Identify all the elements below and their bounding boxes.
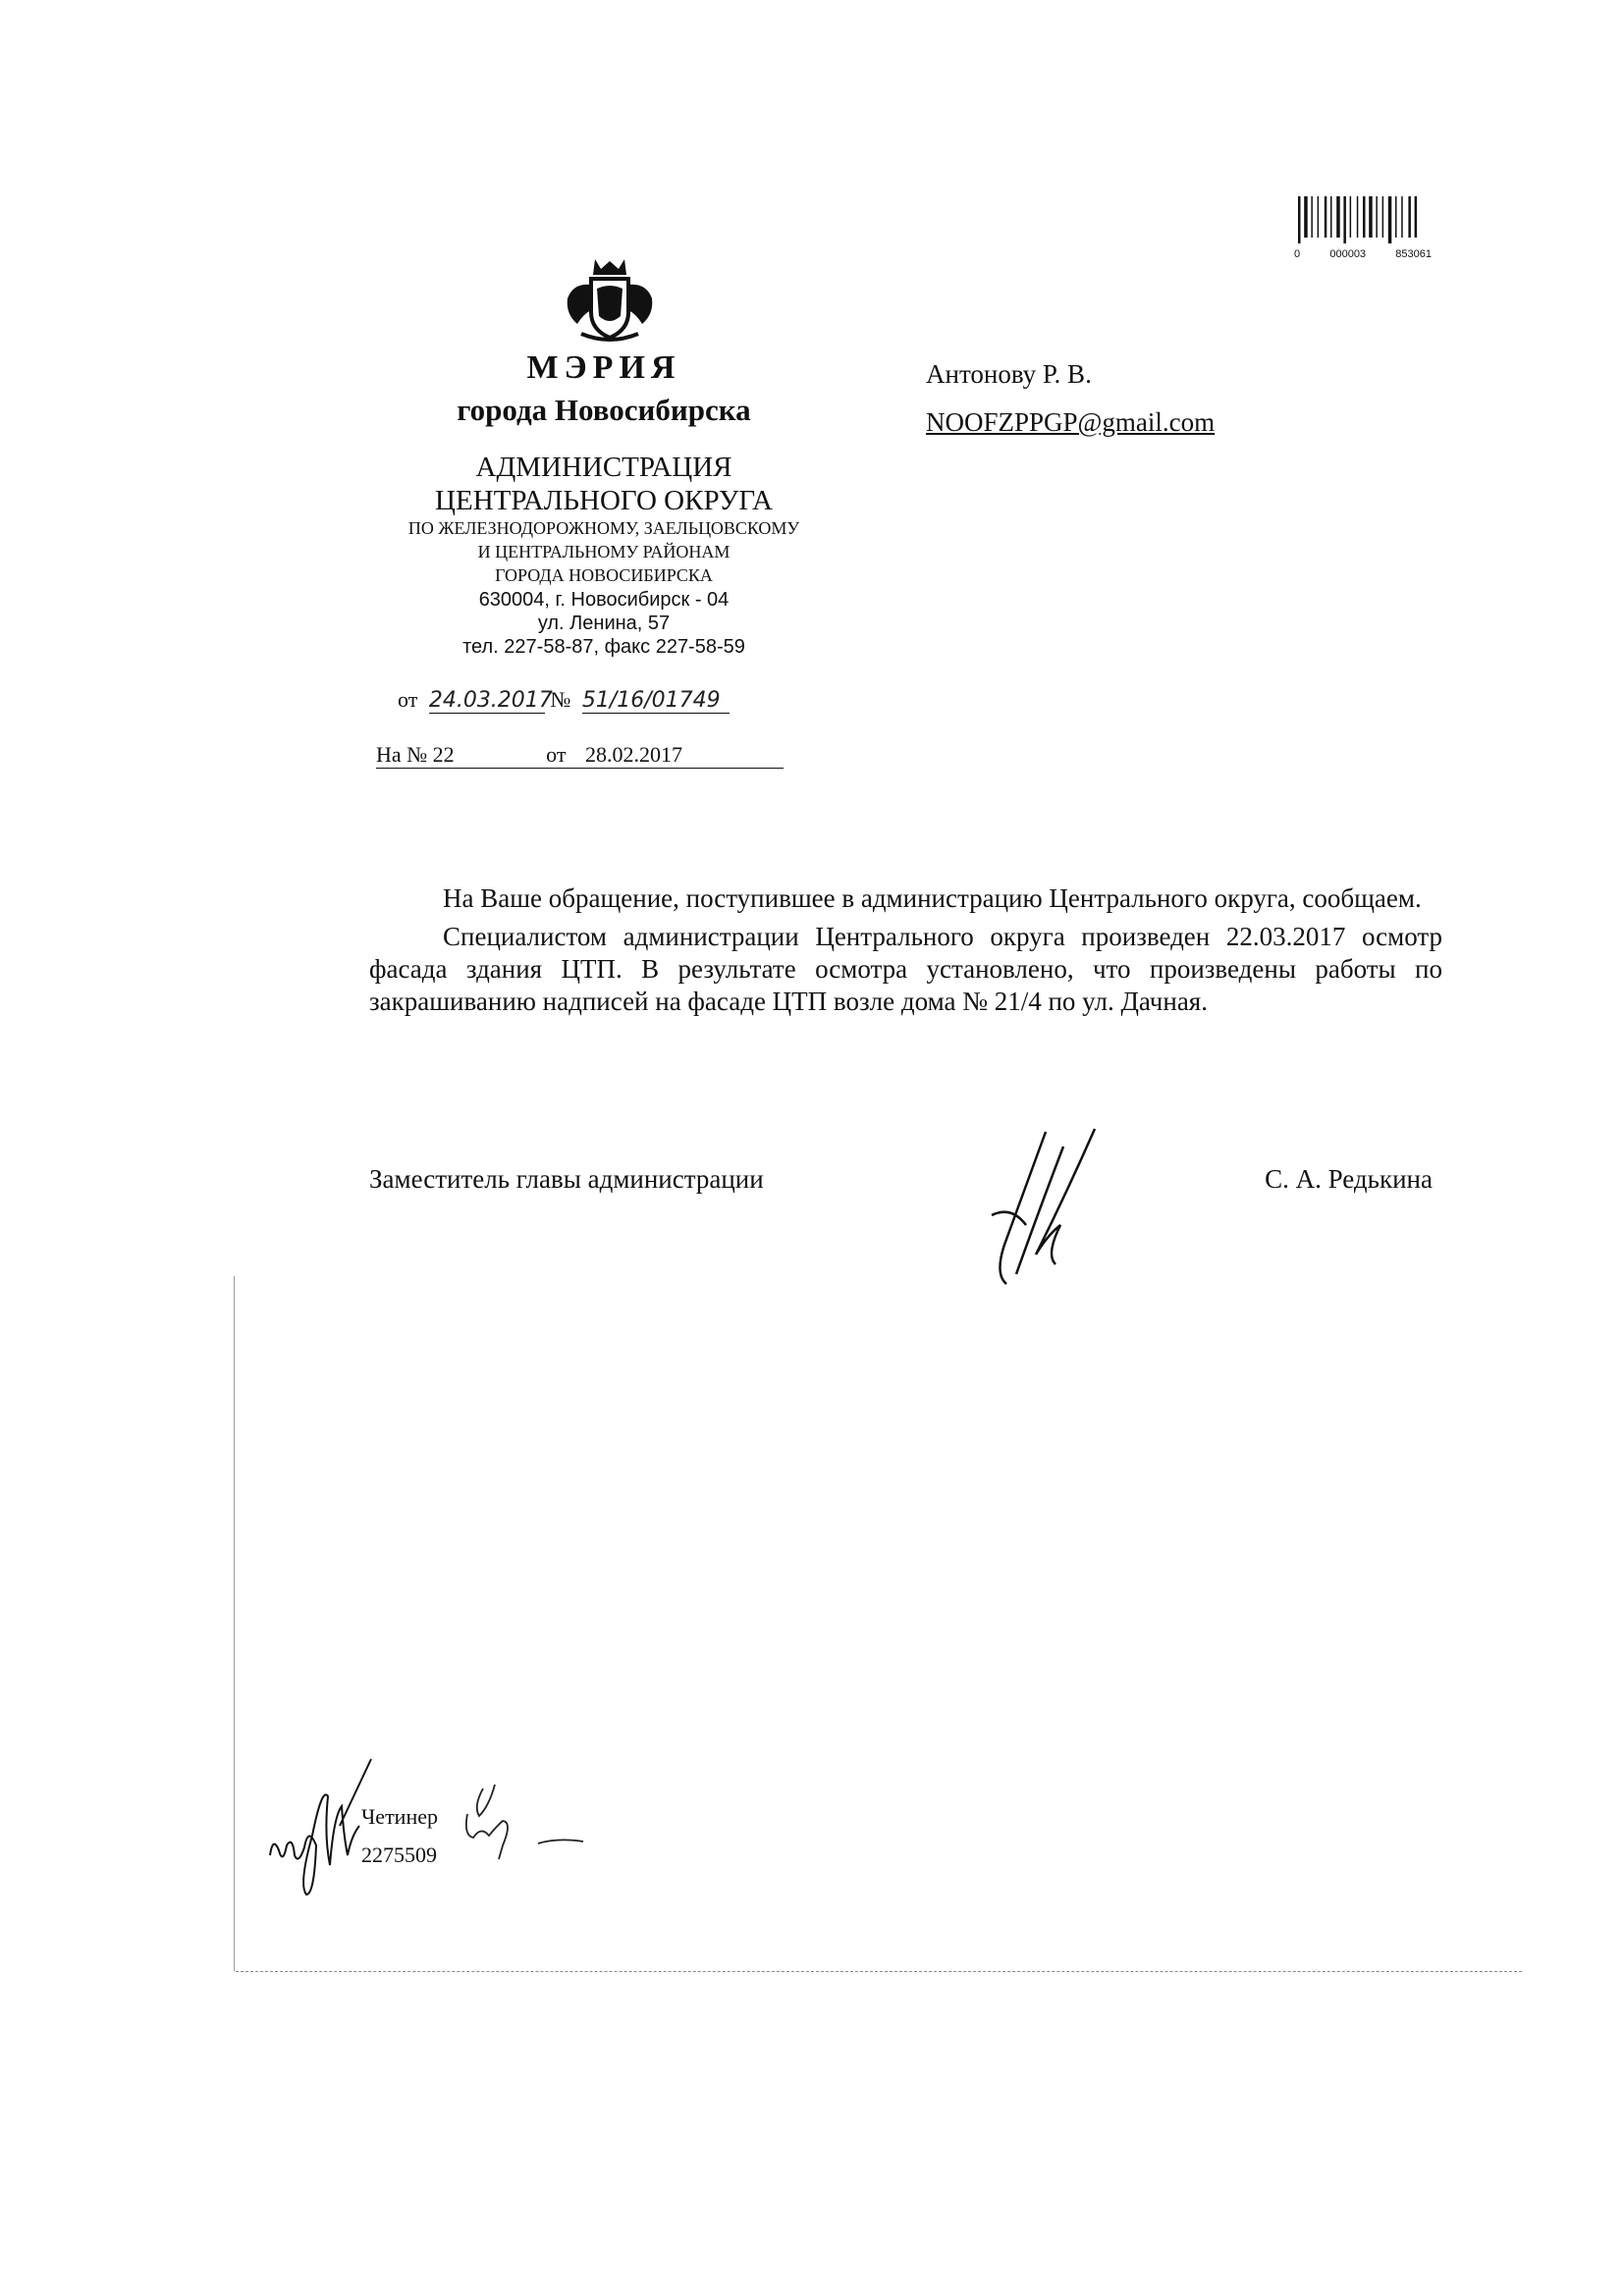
- barcode-bar: [1376, 196, 1378, 238]
- barcode-bar: [1357, 196, 1359, 238]
- barcode-bar: [1363, 196, 1366, 238]
- executor-approval-signature: [460, 1777, 587, 1870]
- phone-fax: тел. 227-58-87, факс 227-58-59: [462, 636, 745, 658]
- barcode-bar: [1343, 196, 1346, 243]
- barcode-bar: [1304, 196, 1308, 238]
- barcode-mid-digits: 000003: [1329, 248, 1367, 260]
- barcode-bar: [1388, 196, 1392, 243]
- reference-line: [376, 742, 784, 769]
- barcode-bar: [1369, 196, 1373, 238]
- body-paragraph-1: На Ваше обращение, поступившее в администрацию Центрального округа, сообщаем.: [443, 883, 1422, 913]
- reference-date: 28.02.2017: [584, 742, 682, 767]
- barcode-left-digit: 0: [1294, 248, 1301, 260]
- barcode-bar: [1318, 196, 1320, 238]
- signatory-position: Заместитель главы администрации: [369, 1164, 764, 1194]
- barcode-bar: [1336, 196, 1340, 238]
- outgoing-date: 24.03.2017: [428, 688, 553, 713]
- outgoing-number: 51/16/01749: [582, 688, 730, 714]
- barcode-bar: [1325, 196, 1327, 238]
- barcode-bar: [1401, 196, 1403, 238]
- letter-body: [369, 882, 1442, 1018]
- outgoing-from-label: от: [398, 687, 418, 712]
- outgoing-number-label: №: [550, 687, 571, 712]
- header-subtitle: города Новосибирска: [457, 393, 751, 427]
- scan-edge-vertical: [234, 1276, 235, 1971]
- reference-label: На №: [376, 742, 428, 767]
- barcode-bar: [1311, 196, 1313, 238]
- recipient-name: Антонову Р. В.: [926, 359, 1092, 389]
- barcode-bar: [1395, 196, 1397, 238]
- executor-name: Четинер: [361, 1804, 438, 1829]
- districts-line-1: ПО ЖЕЛЕЗНОДОРОЖНОМУ, ЗАЕЛЬЦОВСКОМУ: [407, 518, 800, 538]
- outgoing-reg: [398, 687, 730, 714]
- barcode-bar: [1415, 196, 1418, 238]
- scan-edge-horizontal: [236, 1971, 1522, 1972]
- barcode-bars: [1294, 196, 1441, 243]
- address-line-2: ул. Ленина, 57: [537, 613, 671, 634]
- address-line-1: 630004, г. Новосибирск - 04: [478, 589, 730, 611]
- barcode-bar: [1298, 196, 1301, 243]
- handwritten-signature: [987, 1127, 1100, 1294]
- admin-line-1: АДМИНИСТРАЦИЯ: [475, 452, 732, 483]
- barcode-right-digits: 853061: [1395, 248, 1432, 260]
- executor-initials-signature: [265, 1757, 373, 1904]
- reference-number: 22: [432, 742, 455, 767]
- barcode-bar: [1350, 196, 1352, 238]
- executor-phone: 2275509: [361, 1842, 437, 1867]
- barcode-bar: [1408, 196, 1411, 238]
- districts-line-3: ГОРОДА НОВОСИБИРСКА: [495, 565, 713, 585]
- body-paragraph-2: Специалистом администрации Центрального округа произведен 22.03.2017 осмотр фасада здания ЦТП. В результате осмотра установлено, что произведены работы по закрашиванию надписей на фасаде ЦТП возле дома № 21/4 по ул. Дачная.: [369, 922, 1442, 1016]
- districts-line-2: И ЦЕНТРАЛЬНОМУ РАЙОНАМ: [477, 542, 731, 561]
- barcode-bar: [1382, 196, 1384, 238]
- barcode: [1294, 196, 1441, 260]
- barcode-bar: [1330, 196, 1332, 238]
- header-title: МЭРИЯ: [526, 349, 681, 386]
- city-emblem-icon: [562, 255, 658, 346]
- recipient-email[interactable]: NOOFZPPGP@gmail.com: [926, 407, 1216, 437]
- signatory-name: С. А. Редькина: [1265, 1164, 1433, 1194]
- reference-from-label: от: [546, 742, 567, 767]
- admin-line-2: ЦЕНТРАЛЬНОГО ОКРУГА: [435, 485, 773, 516]
